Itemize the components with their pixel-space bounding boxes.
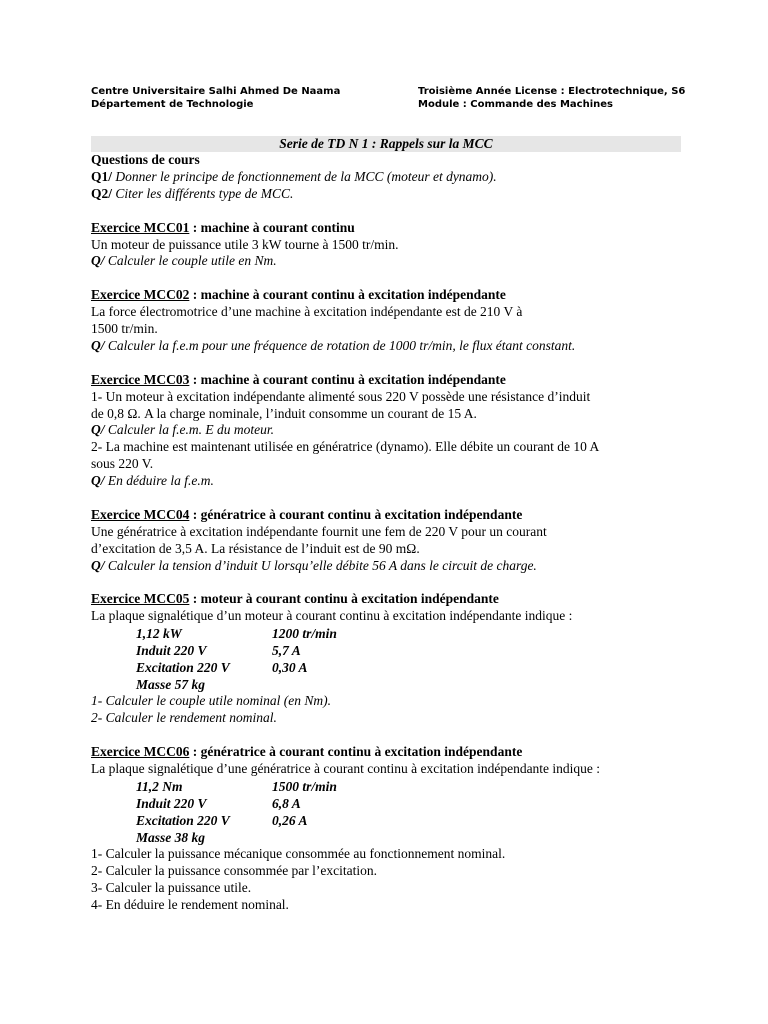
ex6-nameplate (91, 778, 681, 846)
document-body (91, 136, 681, 913)
ex5-intro: La plaque signalétique d’un moteur à courant continu à excitation indépendante indique : (91, 608, 573, 624)
header-level: Troisième Année License : Electrotechnique, S6 (418, 86, 686, 97)
q2-label: Q2/ (91, 185, 113, 201)
ex3-line: sous 220 V. (91, 456, 154, 472)
ex4-heading (91, 507, 681, 524)
ex4-q-text: Calculer la tension d’induit U lorsqu’elle débite 56 A dans le circuit de charge. (104, 557, 537, 573)
ex6-title: : génératrice à courant continu à excitation indépendante (189, 744, 523, 759)
ex1-label: Exercice MCC01 (91, 219, 190, 235)
series-title: Serie de TD N 1 : Rappels sur la MCC (91, 136, 681, 152)
ex6-question: 3- Calculer la puissance utile. (91, 879, 252, 895)
ex6-question: 1- Calculer la puissance mécanique consommée au fonctionnement nominal. (91, 845, 506, 861)
plate-value: 1500 tr/min (272, 778, 337, 794)
ex3-title: : machine à courant continu à excitation indépendante (189, 371, 506, 387)
plate-value: Excitation 220 V (136, 660, 230, 676)
cours-q1 (91, 169, 681, 186)
ex2-line: La force électromotrice d’une machine à excitation indépendante est de 210 V à (91, 304, 523, 320)
ex3-q2-text: En déduire la f.e.m. (104, 473, 214, 489)
ex5-question: 1- Calculer le couple utile nominal (en Nm). (91, 693, 331, 709)
ex2-title: : machine à courant continu à excitation indépendante (189, 287, 506, 303)
ex1-line: Un moteur de puissance utile 3 kW tourne à 1500 tr/min. (91, 236, 399, 252)
ex5-question: 2- Calculer le rendement nominal. (91, 710, 277, 726)
ex3-q1-label: Q/ (91, 422, 105, 438)
ex3-line: de 0,8 Ω. A la charge nominale, l’induit consomme un courant de 15 A. (91, 405, 477, 421)
ex1-q-text: Calculer le couple utile en Nm. (104, 253, 277, 269)
q1-label: Q1/ (91, 168, 113, 184)
ex2-question (91, 338, 681, 355)
cours-title: Questions de cours (91, 152, 200, 167)
ex2-line: 1500 tr/min. (91, 321, 158, 337)
plate-value: 6,8 A (272, 795, 301, 811)
ex6-label: Exercice MCC06 (91, 744, 190, 759)
ex3-question (91, 422, 681, 439)
plate-value: 0,30 A (272, 660, 308, 676)
q1-text: Donner le principe de fonctionnement de la MCC (moteur et dynamo). (112, 168, 497, 184)
header-university: Centre Universitaire Salhi Ahmed De Naama (91, 86, 341, 97)
ex4-label: Exercice MCC04 (91, 506, 190, 522)
ex6-question: 4- En déduire le rendement nominal. (91, 896, 289, 912)
ex2-q-label: Q/ (91, 337, 105, 353)
ex2-label: Exercice MCC02 (91, 287, 190, 303)
ex3-label: Exercice MCC03 (91, 371, 190, 387)
header-department: Département de Technologie (91, 99, 254, 110)
ex1-q-label: Q/ (91, 253, 105, 269)
plate-value: Induit 220 V (136, 795, 207, 811)
plate-value: Excitation 220 V (136, 812, 230, 828)
ex5-nameplate (91, 625, 681, 693)
ex4-q-label: Q/ (91, 557, 105, 573)
ex3-heading (91, 372, 681, 389)
ex3-line: 1- Un moteur à excitation indépendante alimenté sous 220 V possède une résistance d’induit (91, 388, 591, 404)
ex5-title: : moteur à courant continu à excitation indépendante (189, 591, 499, 607)
ex3-q2-label: Q/ (91, 473, 105, 489)
q2-text: Citer les différents type de MCC. (112, 185, 294, 201)
ex4-title: : génératrice à courant continu à excitation indépendante (189, 506, 523, 522)
plate-value: 11,2 Nm (136, 778, 183, 794)
ex3-q1-text: Calculer la f.e.m. E du moteur. (104, 422, 274, 438)
ex3-line: 2- La machine est maintenant utilisée en génératrice (dynamo). Elle débite un courant de 10 A (91, 439, 600, 455)
ex3-question (91, 473, 681, 490)
ex5-label: Exercice MCC05 (91, 591, 190, 607)
header-module: Module : Commande des Machines (418, 99, 614, 110)
cours-q2 (91, 186, 681, 203)
plate-value: Induit 220 V (136, 643, 207, 659)
ex6-intro: La plaque signalétique d’une génératrice à courant continu à excitation indépendante indique : (91, 760, 601, 776)
ex1-heading (91, 220, 681, 237)
ex2-q-text: Calculer la f.e.m pour une fréquence de rotation de 1000 tr/min, le flux étant constant. (104, 337, 576, 353)
plate-value: 0,26 A (272, 812, 308, 828)
ex1-title: : machine à courant continu (189, 219, 355, 235)
ex5-heading (91, 591, 681, 608)
plate-value: 1,12 kW (136, 626, 182, 642)
plate-value: 1200 tr/min (272, 626, 337, 642)
ex2-heading (91, 287, 681, 304)
plate-value: Masse 38 kg (136, 829, 206, 845)
plate-value: 5,7 A (272, 643, 301, 659)
ex4-line: d’excitation de 3,5 A. La résistance de l’induit est de 90 mΩ. (91, 540, 420, 556)
ex1-question (91, 253, 681, 270)
ex4-question (91, 558, 681, 575)
ex4-line: Une génératrice à excitation indépendante fournit une fem de 220 V pour un courant (91, 523, 547, 539)
plate-value: Masse 57 kg (136, 677, 206, 693)
ex6-heading (91, 744, 681, 761)
ex6-question: 2- Calculer la puissance consommée par l’excitation. (91, 862, 378, 878)
